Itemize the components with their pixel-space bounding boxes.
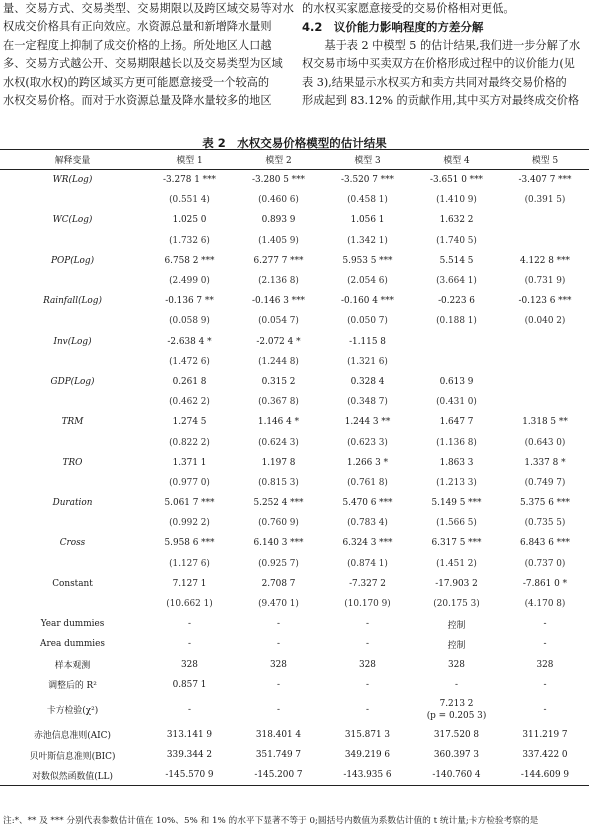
table-cell: 0.328 4: [350, 376, 385, 387]
table-cell: [501, 392, 589, 412]
table-cell: -: [543, 679, 547, 690]
table-cell: -7.327 2: [349, 578, 386, 589]
table-cell: (0.348 7): [347, 397, 388, 408]
table-cell: 1.647 7: [439, 417, 474, 428]
table-cell: -0.223 6: [438, 296, 475, 307]
table-row-std-error: [0, 432, 589, 452]
table-cell: 4.122 8 ***: [519, 255, 570, 266]
table-cell: (0.458 1): [347, 195, 388, 206]
table-cell: -: [366, 679, 369, 690]
left-line: 多、交易方式越公开、交易期限越长以及交易类型为区域: [3, 57, 283, 71]
table-cell: -0.136 7 **: [165, 296, 214, 307]
table-cell: (0.460 6): [258, 195, 299, 206]
row-label: [0, 432, 145, 452]
table-cell: 1.197 8: [261, 457, 296, 468]
left-line: 权成交价格具有正向效应。水资源总量和新增降水量则: [3, 20, 272, 34]
table-cell: -: [543, 704, 547, 715]
table-cell: 328: [270, 659, 287, 670]
table-cell: 6.758 2 ***: [164, 255, 215, 266]
table-cell: (1.136 8): [436, 437, 477, 448]
row-label: Cross: [59, 538, 86, 549]
right-line: 基于表 2 中模型 5 的估计结果,我们进一步分解了水: [302, 38, 581, 52]
table-cell: -0.160 4 ***: [340, 296, 394, 307]
table-cell: (1.213 3): [436, 477, 477, 488]
table-row-std-error: [0, 513, 589, 533]
row-label: TRM: [61, 417, 84, 428]
table-cell: (1.405 9): [258, 235, 299, 246]
table-row: [0, 251, 589, 271]
table-row-std-error: [0, 594, 589, 614]
table-cell: -1.115 8: [349, 336, 386, 347]
table-cell: 控制: [447, 640, 466, 651]
table-cell: 0.613 9: [439, 376, 474, 387]
table-cell: -0.146 3 ***: [251, 296, 305, 307]
table-cell: -: [277, 619, 280, 630]
row-label: 对数似然函数值(LL): [32, 771, 113, 782]
table-cell: 0.893 9: [261, 215, 296, 226]
header-variable: 解释变量: [54, 156, 91, 166]
row-label: TRO: [62, 457, 83, 468]
table-cell: (0.749 7): [524, 477, 566, 488]
row-label: 卡方检验(χ²): [46, 706, 99, 717]
table-cell: (1.566 5): [436, 518, 477, 529]
table-cell: 0.857 1: [172, 679, 207, 690]
table-cell: 313.141 9: [166, 729, 213, 740]
table-cell: (0.925 7): [258, 558, 299, 569]
table-title: 表 2 水权交易价格模型的估计结果: [202, 136, 387, 150]
table-cell: (0.783 4): [347, 518, 388, 529]
table-cell: (0.735 5): [524, 518, 566, 529]
table-cell: -: [277, 704, 280, 715]
table-cell: 6.324 3 ***: [342, 538, 393, 549]
table-cell: 5.061 7 ***: [164, 498, 215, 509]
table-row-std-error: [0, 311, 589, 331]
right-line: 的水权买家愿意接受的交易价格相对更低。: [302, 2, 515, 15]
table-cell: -144.609 9: [520, 770, 570, 781]
table-cell: 1.056 1: [350, 215, 385, 226]
table-cell: 5.514 5: [439, 255, 474, 266]
table-cell: 311.219 7: [522, 729, 568, 740]
table-row: [0, 210, 589, 230]
table-cell: 5.375 6 ***: [519, 498, 570, 509]
left-column-text: [3, 0, 297, 110]
table-cell: [412, 332, 501, 352]
estimation-results-table: [0, 149, 589, 786]
row-label: Constant: [52, 578, 93, 589]
table-cell: 5.470 6 ***: [342, 498, 393, 509]
table-cell: 1.244 3 **: [344, 417, 391, 428]
row-label: Year dummies: [40, 619, 105, 630]
row-label: [0, 271, 145, 291]
table-cell: -: [543, 639, 547, 650]
table-cell: [501, 231, 589, 251]
table-cell: -145.570 9: [165, 770, 214, 781]
table-cell: 328: [448, 659, 465, 670]
table-cell: 328: [536, 659, 554, 670]
table-cell: [501, 372, 589, 392]
table-cell: -3.520 7 ***: [340, 175, 394, 186]
table-cell: 328: [359, 659, 376, 670]
table-cell: (0.874 1): [347, 558, 388, 569]
table-cell: 6.843 6 ***: [519, 538, 570, 549]
table-row: [0, 614, 589, 634]
row-label: POP(Log): [50, 255, 95, 266]
table-cell: -145.200 7: [254, 770, 303, 781]
table-cell: (0.391 5): [524, 195, 566, 206]
table-cell: -2.638 4 *: [167, 336, 212, 347]
table-cell: -: [188, 639, 191, 650]
section-heading: 4.2 议价能力影响程度的方差分解: [302, 20, 484, 35]
table-cell: 1.266 3 *: [346, 457, 389, 468]
table-cell: -: [543, 619, 547, 630]
table-cell: 1.337 8 *: [524, 457, 566, 468]
table-cell: (0.760 9): [258, 518, 299, 529]
left-line: 水权(取水权)的跨区域买方更可能愿意接受一个较高的: [3, 75, 270, 89]
table-cell: (0.623 3): [347, 437, 388, 448]
table-cell: 1.025 0: [172, 215, 207, 226]
row-label: [0, 352, 145, 372]
table-row: [0, 412, 589, 432]
row-label: WC(Log): [52, 215, 93, 226]
table-row: [0, 574, 589, 594]
table-cell: (3.664 1): [436, 276, 477, 287]
table-cell: (0.431 0): [436, 397, 477, 408]
table-row-std-error: [0, 271, 589, 291]
table-row: [0, 332, 589, 352]
table-cell: (0.367 8): [258, 397, 299, 408]
table-row: [0, 745, 589, 765]
header-model-3: 模型 3: [354, 156, 381, 166]
table-cell: -3.651 0 ***: [429, 175, 483, 186]
table-cell: 315.871 3: [344, 729, 391, 740]
table-cell: -: [188, 704, 191, 715]
table-cell: -7.861 0 *: [522, 578, 568, 589]
header-model-1: 模型 1: [176, 156, 203, 166]
table-cell: -140.760 4: [432, 770, 481, 781]
table-cell: -17.903 2: [435, 578, 478, 589]
table-row-std-error: [0, 473, 589, 493]
right-line: 权交易市场中买卖双方在价格形成过程中的议价能力(见: [302, 57, 575, 71]
table-row-std-error: [0, 231, 589, 251]
table-cell: -0.123 6 ***: [518, 296, 572, 307]
table-row: [0, 291, 589, 311]
table-cell: (1.127 6): [169, 558, 210, 569]
table-cell: 6.317 5 ***: [431, 538, 482, 549]
table-cell: (1.740 5): [436, 235, 477, 246]
table-cell: (0.643 0): [524, 437, 566, 448]
table-footnote: 注:*、** 及 *** 分别代表参数估计值在 10%、5% 和 1% 的水平下显著不等于 0;圆括号内数值为系数估计值的 t 统计量;卡方检验考察的是: [3, 816, 539, 826]
table-cell: -: [277, 639, 280, 650]
table-cell: [501, 332, 589, 352]
table-cell: (1.244 8): [258, 356, 299, 367]
row-label: WR(Log): [52, 175, 93, 186]
table-cell: 6.277 7 ***: [253, 255, 304, 266]
table-cell: (0.551 4): [169, 195, 210, 206]
row-label: Duration: [52, 498, 93, 509]
table-header-row: [0, 150, 589, 170]
table-row: [0, 634, 589, 654]
table-row: [0, 453, 589, 473]
table-cell: 7.213 2 (p = 0.205 3): [426, 698, 487, 721]
table-row: [0, 372, 589, 392]
table-cell: 5.953 5 ***: [342, 255, 393, 266]
table-cell: 1.371 1: [172, 457, 207, 468]
table-cell: (1.732 6): [169, 235, 210, 246]
right-line: 形成起到 83.12% 的贡献作用,其中买方对最终成交价格: [302, 94, 580, 108]
table-row-std-error: [0, 554, 589, 574]
table-body: [0, 170, 589, 786]
table-cell: (4.170 8): [524, 599, 566, 610]
row-label: 调整后的 R²: [48, 681, 97, 692]
table-cell: -143.935 6: [343, 770, 392, 781]
table-row: [0, 695, 589, 725]
table-row-std-error: [0, 392, 589, 412]
table-row: [0, 675, 589, 695]
header-model-5: 模型 5: [531, 156, 559, 166]
table-row-std-error: [0, 190, 589, 210]
table-cell: [412, 352, 501, 372]
row-label: Area dummies: [40, 639, 105, 650]
left-line: 量、交易方式、交易类型、交易期限以及跨区域交易等对水: [3, 2, 294, 15]
table-row: [0, 655, 589, 675]
table-cell: (0.624 3): [258, 437, 299, 448]
header-model-2: 模型 2: [265, 156, 292, 166]
table-cell: (2.054 6): [347, 276, 388, 287]
table-cell: (0.050 7): [347, 316, 388, 327]
row-label: [0, 392, 145, 412]
table-cell: 1.274 5: [172, 417, 207, 428]
table-cell: (1.472 6): [169, 356, 210, 367]
row-label: GDP(Log): [50, 376, 95, 387]
table-cell: 1.146 4 *: [257, 417, 300, 428]
table-cell: 7.127 1: [172, 578, 207, 589]
table-cell: 0.261 8: [172, 376, 207, 387]
table-cell: (0.992 2): [169, 518, 210, 529]
table-cell: 1.318 5 **: [522, 417, 568, 428]
table-cell: 349.219 6: [344, 750, 391, 761]
table-cell: (0.462 2): [169, 397, 210, 408]
table-cell: (0.815 3): [258, 477, 299, 488]
row-label: Inv(Log): [53, 336, 92, 347]
table-cell: (0.188 1): [436, 316, 477, 327]
table-cell: -: [366, 639, 369, 650]
table-cell: (0.977 0): [169, 477, 210, 488]
table-cell: (2.136 8): [258, 276, 299, 287]
table-cell: 337.422 0: [522, 750, 568, 761]
right-column-text: [302, 0, 589, 110]
table-cell: 328: [181, 659, 198, 670]
row-label: [0, 231, 145, 251]
table-cell: 6.140 3 ***: [253, 538, 304, 549]
table-cell: (10.170 9): [344, 599, 391, 610]
table-row: [0, 725, 589, 745]
table-cell: 2.708 7: [261, 578, 296, 589]
table-cell: -2.072 4 *: [256, 336, 301, 347]
table-cell: [501, 352, 589, 372]
table-row: [0, 533, 589, 553]
table-cell: 360.397 3: [433, 750, 480, 761]
table-cell: (0.058 9): [169, 316, 210, 327]
table-cell: -3.280 5 ***: [251, 175, 305, 186]
row-label: [0, 554, 145, 574]
row-label: 贝叶斯信息准则(BIC): [29, 751, 116, 762]
table-cell: (20.175 3): [433, 599, 480, 610]
table-cell: 5.958 6 ***: [164, 538, 215, 549]
table-cell: (1.321 6): [347, 356, 388, 367]
table-cell: 339.344 2: [166, 750, 213, 761]
table-cell: -: [366, 704, 369, 715]
table-cell: -: [277, 679, 280, 690]
table-cell: (2.499 0): [169, 276, 210, 287]
right-line: 表 3),结果显示水权买方和卖方共同对最终交易价格的: [302, 75, 567, 89]
table-cell: (1.451 2): [436, 558, 477, 569]
table-cell: -: [455, 679, 458, 690]
table-cell: -: [188, 619, 191, 630]
table-cell: 351.749 7: [255, 750, 302, 761]
row-label: [0, 311, 145, 331]
table-cell: 317.520 8: [433, 729, 480, 740]
table-cell: (1.410 9): [436, 195, 477, 206]
table-cell: (1.342 1): [347, 235, 388, 246]
table-cell: -: [366, 619, 369, 630]
table-cell: (0.040 2): [524, 316, 566, 327]
table-cell: (0.822 2): [169, 437, 210, 448]
row-label: [0, 473, 145, 493]
row-label: [0, 190, 145, 210]
table-cell: (10.662 1): [166, 599, 213, 610]
row-label: 样本观测: [54, 661, 91, 672]
table-cell: (0.761 8): [347, 477, 388, 488]
table-cell: 控制: [447, 620, 466, 631]
table-cell: (9.470 1): [258, 599, 299, 610]
table-row: [0, 765, 589, 786]
table-cell: -3.407 7 ***: [518, 175, 572, 186]
table-cell: [501, 210, 589, 230]
table-cell: 0.315 2: [261, 376, 296, 387]
row-label: Rainfall(Log): [43, 296, 102, 307]
table-cell: 1.863 3: [439, 457, 474, 468]
row-label: 赤池信息准则(AIC): [34, 731, 111, 742]
left-line: 水权交易价格。而对于水资源总量及降水量较多的地区: [3, 94, 272, 108]
table-cell: 318.401 4: [255, 729, 302, 740]
table-row: [0, 493, 589, 513]
row-label: [0, 513, 145, 533]
header-model-4: 模型 4: [443, 156, 470, 166]
table-cell: (0.054 7): [258, 316, 299, 327]
table-cell: 5.149 5 ***: [431, 498, 482, 509]
table-row-std-error: [0, 352, 589, 372]
table-cell: 1.632 2: [439, 215, 474, 226]
table-cell: (0.731 9): [524, 276, 566, 287]
table-row: [0, 170, 589, 191]
row-label: [0, 594, 145, 614]
table-cell: 5.252 4 ***: [253, 498, 304, 509]
table-cell: (0.737 0): [524, 558, 566, 569]
left-line: 在一定程度上抑制了成交价格的上扬。所处地区人口越: [3, 38, 272, 52]
table-cell: -3.278 1 ***: [162, 175, 216, 186]
